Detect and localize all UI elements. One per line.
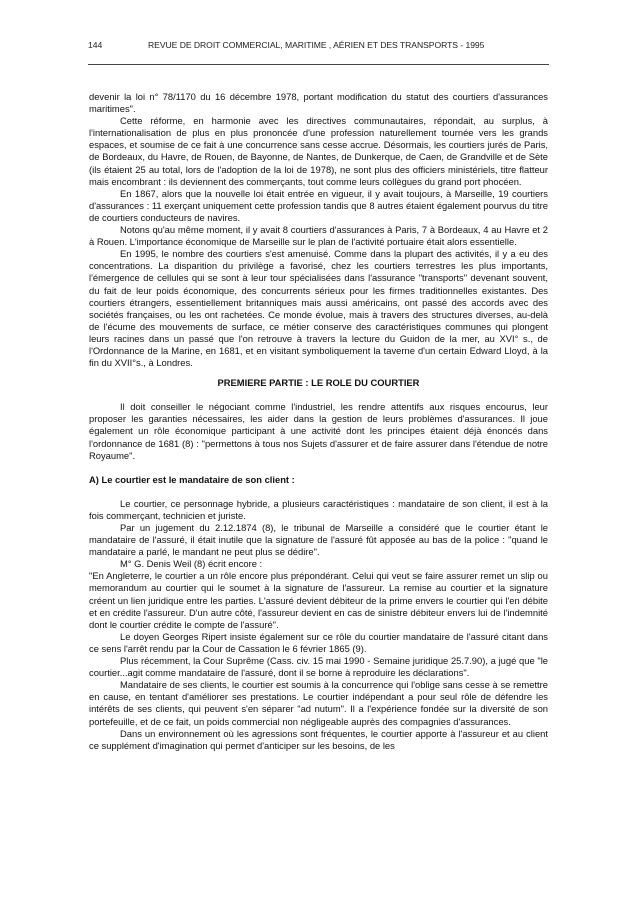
paragraph: Notons qu'au même moment, il y avait 8 courtiers d'assurances à Paris, 7 à Bordeaux, 4 au Havre et 2 à Rouen. L'importance économique de Marseille sur le plan de l'activité portuaire était alors essentielle. (89, 224, 548, 248)
header-rule (88, 64, 549, 65)
part-heading: PREMIERE PARTIE : LE ROLE DU COURTIER (217, 377, 420, 389)
paragraph: devenir la loi n° 78/1170 du 16 décembre 1978, portant modification du statut des courtiers d'assurances maritimes". (89, 91, 548, 115)
paragraph: Il doit conseiller le négociant comme l'industriel, les rendre attentifs aux risques encourus, leur proposer les garanties nécessaires, les aider dans la gestion de leurs problèmes d'assurances. Il joue également un rôle économique participant à une activité dont les principes étaient déjà énoncés dans l'ordonnance de 1681 (8) : "permettons à tous nos Sujets d'assurer et de faire assurer dans l'étendue de notre Royaume". (89, 401, 548, 461)
paragraph: Cette réforme, en harmonie avec les directives communautaires, répondait, au surplus, à l'internationalisation de plus en plus prononcée d'une profession naturellement tournée vers les grands espaces, et soumise de ce fait à une concurrence sans cesse accrue. Désormais, les courtiers jurés de Paris, de Bordeaux, du Havre, de Rouen, de Bayonne, de Nantes, de Dunkerque, de Caen, de Grandville et de Sète (ils étaient 25 au total, lors de l'adoption de la loi de 1978), ne sont plus des officiers ministériels, titre flatteur mais encombrant : ils deviennent des commerçants, tout comme leurs collègues du grand port phocéen. (89, 115, 548, 187)
article-body (89, 91, 548, 752)
section-heading: A) Le courtier est le mandataire de son client : (89, 473, 295, 485)
paragraph: Le doyen Georges Ripert insiste également sur ce rôle du courtier mandataire de l'assuré citant dans ce sens l'arrêt rendu par la Cour de Cassation le 6 février 1865 (9). (89, 630, 548, 654)
journal-title: REVUE DE DROIT COMMERCIAL, MARITIME , AÉRIEN ET DES TRANSPORTS - 1995 (148, 40, 485, 50)
paragraph: En 1995, le nombre des courtiers s'est amenuisé. Comme dans la plupart des activités, il y a eu des concentrations. La disparition du privilège a favorisé, chez les courtiers terrestres les plus importants, l'émergence de cellules qui se sont à leur tour spécialisées dans l'assurance "transports" devenant souvent, du fait de leur poids économique, des concurrents sérieux pour les firmes traditionnelles existantes. Des courtiers étrangers, essentiellement britanniques mais aussi américains, ont passé des accords avec des sociétés françaises, ou les ont rachetées. Ce monde évolue, mais à travers des structures diverses, au-delà de l'écume des mouvements de surface, ce métier conserve des caractéristiques communes qui plongent leurs racines dans un passé que l'on retrouve à travers la lecture du Guidon de la mer, au XVI° s., de l'Ordonnance de la Marine, en 1681, et en visitant symboliquement la taverne d'un certain Edward Lloyd, à la fin du XVII°s., à Londres. (89, 248, 548, 369)
paragraph: M° G. Denis Weil (8) écrit encore : (120, 558, 263, 570)
paragraph: Mandataire de ses clients, le courtier est soumis à la concurrence qui l'oblige sans cesse à se remettre en cause, en tentant d'améliorer ses prestations. Le courtier indépendant a pour seul rôle de défendre les intérêts de ses clients, qui peuvent s'en séparer "ad nutum". Il a l'expérience fondée sur la diversité de son portefeuille, et de ce fait, un poids commercial non négligeable auprès des compagnies d'assurances. (89, 679, 548, 727)
running-header (88, 40, 549, 50)
page-number: 144 (88, 40, 103, 50)
paragraph: Plus récemment, la Cour Suprême (Cass. civ. 15 mai 1990 - Semaine juridique 25.7.90), a jugé que "le courtier...agit comme mandataire de l'assuré, dont il se borne à reproduire les déclarations". (89, 655, 548, 679)
paragraph: Par un jugement du 2.12.1874 (8), le tribunal de Marseille a considéré que le courtier étant le mandataire de l'assuré, il était inutile que la signature de l'assuré fût apposée au bas de la police : "quand le mandataire a parlé, le mandant ne peut plus se dédire". (89, 522, 548, 558)
paragraph: Dans un environnement où les agressions sont fréquentes, le courtier apporte à l'assureur et au client ce supplément d'imagination qui permet d'anticiper sur les besoins, de les (89, 727, 548, 751)
paragraph: En 1867, alors que la nouvelle loi était entrée en vigueur, il y avait toujours, à Marseille, 19 courtiers d'assurances : 11 exerçant uniquement cette profession tandis que 8 autres étaient également pourvus du titre de courtiers conducteurs de navires. (89, 187, 548, 223)
paragraph: Le courtier, ce personnage hybride, a plusieurs caractéristiques : mandataire de son client, il est à la fois commerçant, technicien et juriste. (89, 497, 548, 521)
paragraph: "En Angleterre, le courtier a un rôle encore plus prépondérant. Celui qui veut se faire assurer remet un slip ou memorandum au courtier qui le soumet à la signature de l'assureur. La remise au courtier et la signature créent un lien juridique entre les parties. L'assuré devient débiteur de la prime envers le courtier qui l'en débite et en crédite l'assureur. D'un autre côté, l'assureur devient en cas de sinistre débiteur envers lui de l'indemnité dont le courtier crédite le compte de l'assuré". (89, 570, 548, 630)
